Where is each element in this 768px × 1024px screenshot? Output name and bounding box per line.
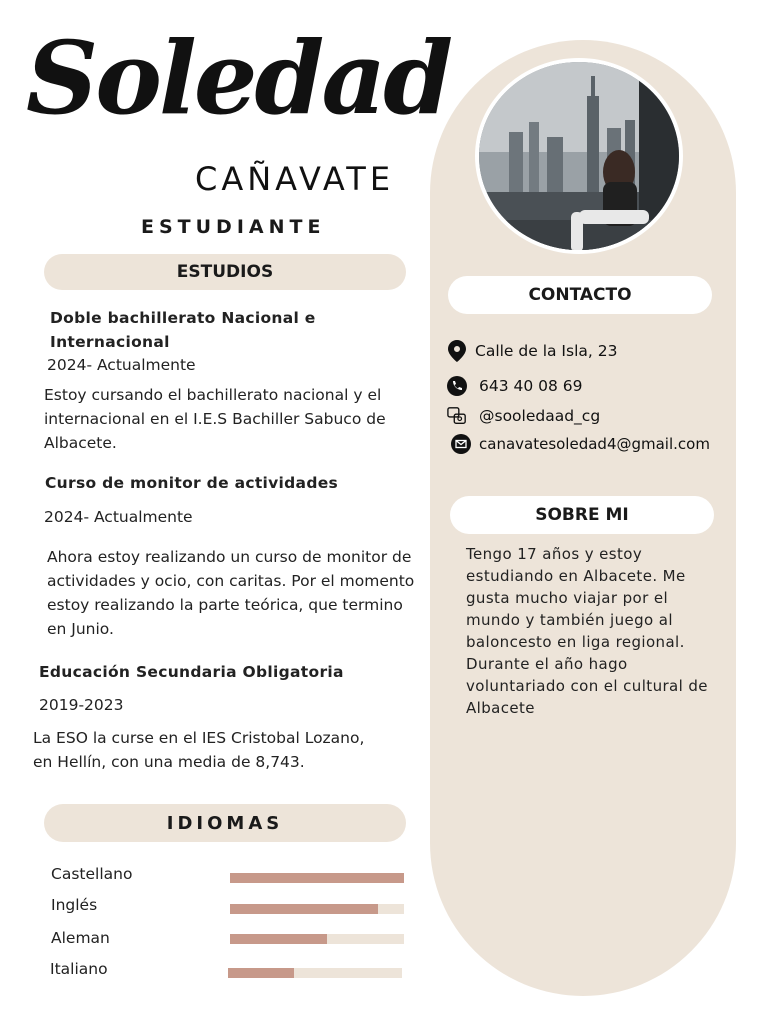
last-name: CAÑAVATE [195, 160, 395, 198]
language-name-ingles: Inglés [51, 896, 98, 914]
about-heading [450, 496, 714, 534]
contact-address [447, 341, 617, 361]
contact-social-text: @sooledaad_cg [479, 407, 601, 425]
language-bar-fill [228, 968, 294, 978]
language-bar-fill [230, 904, 378, 914]
study-1-title: Doble bachillerato Nacional e Internacional [50, 309, 316, 351]
study-1-description: Estoy cursando el bachillerato nacional y el internacional en el I.E.S Bachiller Sabuco de Albacete. [44, 386, 386, 452]
study-3-period: 2019-2023 [39, 696, 124, 714]
studies-heading [44, 254, 406, 290]
study-2-period: 2024- Actualmente [44, 508, 193, 526]
role-title: ESTUDIANTE [141, 216, 326, 238]
study-3-description: La ESO la curse en el IES Cristobal Lozano, en Hellín, con una media de 8,743. [33, 729, 365, 771]
contact-heading [448, 276, 712, 314]
city-photo-illustration [479, 62, 683, 254]
contact-heading-label: CONTACTO [528, 285, 632, 305]
language-name-castellano: Castellano [51, 865, 133, 883]
about-heading-label: SOBRE MI [535, 505, 629, 525]
social-icon [447, 406, 467, 426]
language-bar-fill [230, 873, 404, 883]
email-icon [451, 434, 471, 454]
profile-photo [475, 58, 683, 254]
contact-phone-text: 643 40 08 69 [479, 377, 583, 395]
language-name-aleman: Aleman [51, 929, 110, 947]
contact-email-text[interactable]: canavatesoledad4@gmail.com [479, 435, 710, 453]
contact-email [451, 434, 710, 454]
phone-icon [447, 376, 467, 396]
language-bar-italiano [228, 968, 402, 978]
contact-social [447, 406, 600, 426]
language-bar-ingles [230, 904, 404, 914]
contact-phone [447, 376, 583, 396]
study-3-title: Educación Secundaria Obligatoria [39, 663, 344, 681]
contact-address-text: Calle de la Isla, 23 [475, 342, 618, 360]
first-name: Soledad [26, 19, 451, 137]
study-2-title: Curso de monitor de actividades [45, 474, 339, 492]
languages-heading [44, 804, 406, 842]
study-2-description: Ahora estoy realizando un curso de monitor de actividades y ocio, con caritas. Por el momento estoy realizando la parte teórica, que termino en Junio. [47, 548, 415, 638]
language-bar-fill [230, 934, 327, 944]
language-bar-aleman [230, 934, 404, 944]
languages-heading-label: IDIOMAS [166, 812, 284, 834]
studies-heading-label: ESTUDIOS [176, 262, 274, 282]
about-text: Tengo 17 años y estoy estudiando en Albacete. Me gusta mucho viajar por el mundo y también juego al baloncesto en liga regional. Durante el año hago voluntariado con el cultural de Albacete [466, 545, 708, 717]
location-pin-icon [447, 341, 467, 361]
language-name-italiano: Italiano [50, 960, 108, 978]
language-bar-castellano [230, 873, 404, 883]
study-1-period: 2024- Actualmente [47, 356, 196, 374]
